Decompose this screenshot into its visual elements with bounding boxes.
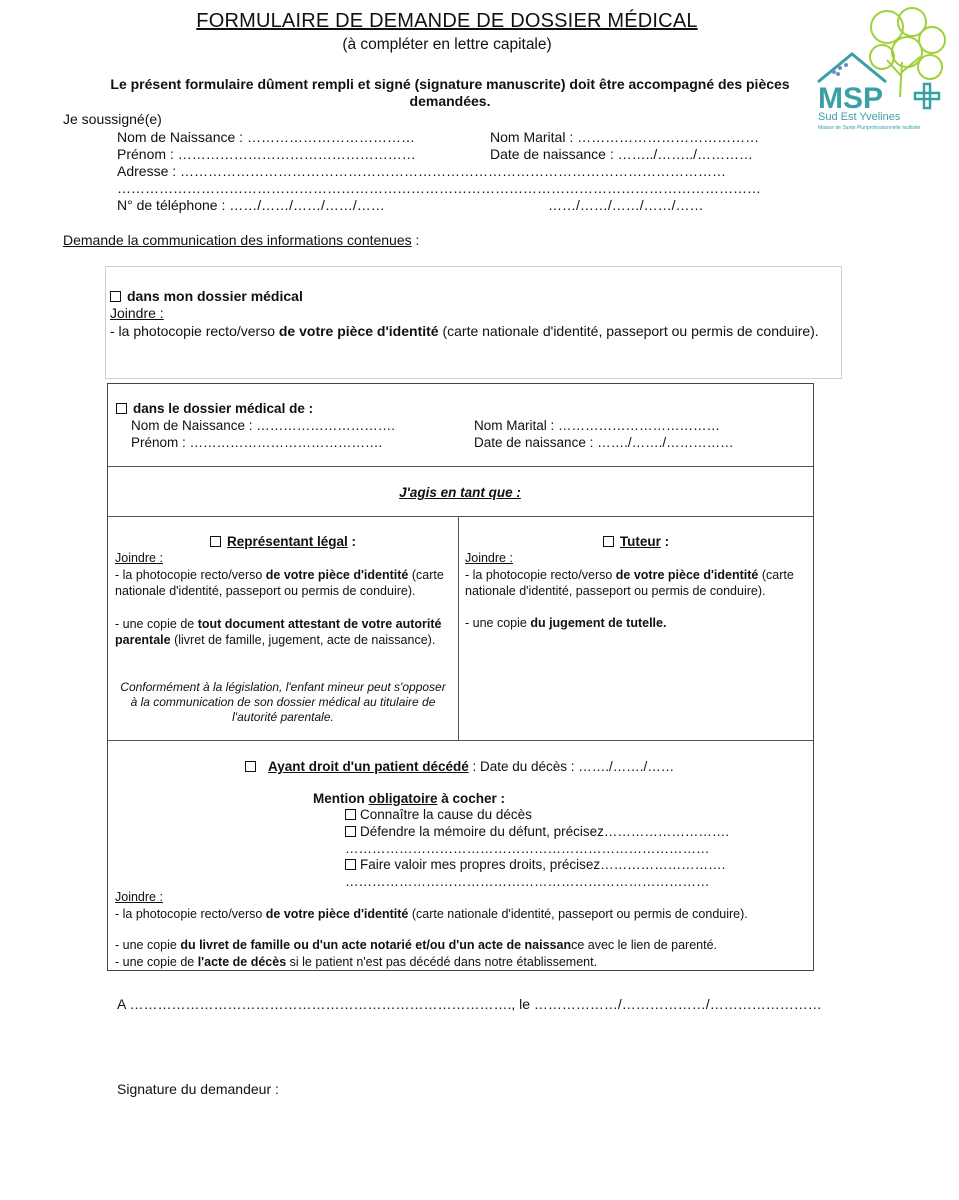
signature-area[interactable] bbox=[300, 1075, 750, 1155]
guardian-requirement-id: - la photocopie recto/verso de votre pièce d'identité (carte nationale d'identité, passeport ou permis de conduire). bbox=[465, 568, 794, 599]
form-intro: Le présent formulaire dûment rempli et signé (signature manuscrite) doit être accompagné des pièces demandées. bbox=[110, 76, 790, 109]
legal-rep-join-label: Joindre : bbox=[115, 551, 163, 565]
first-name-field[interactable]: Prénom : …………………………………………… bbox=[117, 146, 416, 162]
table-divider bbox=[107, 466, 813, 467]
legal-rep-checkbox[interactable] bbox=[210, 536, 221, 547]
form-subtitle: (à compléter en lettre capitale) bbox=[342, 36, 552, 53]
other-file-checkbox[interactable] bbox=[116, 403, 127, 414]
deceased-requirement-family: - une copie du livret de famille ou d'un acte notarié et/ou d'un acte de naissance avec le lien de parenté. bbox=[115, 938, 718, 952]
defend-memory-detail-field[interactable]: ……………………………………………………………………… bbox=[345, 841, 710, 856]
logo-tagline: Maison de Santé Pluriprofessionnelle multisite bbox=[818, 125, 921, 131]
other-married-name-field[interactable]: Nom Marital : ……………………………… bbox=[474, 418, 721, 433]
guardian-checkbox[interactable] bbox=[603, 536, 614, 547]
own-file-requirements: - la photocopie recto/verso de votre pièce d'identité (carte nationale d'identité, passeport ou permis de conduire). bbox=[110, 323, 819, 339]
own-file-checkbox[interactable] bbox=[110, 291, 121, 302]
form-title: FORMULAIRE DE DEMANDE DE DOSSIER MÉDICAL bbox=[196, 10, 698, 32]
deceased-requirement-id: - la photocopie recto/verso de votre pièce d'identité (carte nationale d'identité, passeport ou permis de conduire). bbox=[115, 907, 748, 921]
legal-rep-requirement-id: - la photocopie recto/verso de votre pièce d'identité (carte nationale d'identité, passeport ou permis de conduire). bbox=[115, 568, 444, 599]
other-first-name-field[interactable]: Prénom : ……………………………………. bbox=[131, 435, 383, 450]
birth-date-field[interactable]: Date de naissance : ……../……../………… bbox=[490, 146, 753, 162]
other-file-option[interactable]: dans le dossier médical de : bbox=[116, 401, 313, 416]
cause-of-death-checkbox[interactable] bbox=[345, 809, 356, 820]
own-rights-checkbox[interactable] bbox=[345, 859, 356, 870]
msp-logo bbox=[812, 2, 952, 134]
own-file-join-label: Joindre : bbox=[110, 305, 164, 321]
address-field-line2[interactable]: ………………………………………………………………………………………………………………………… bbox=[117, 180, 761, 196]
mention-heading: Mention obligatoire à cocher : bbox=[313, 791, 506, 806]
deceased-checkbox[interactable] bbox=[245, 761, 256, 772]
legal-rep-note: Conformément à la législation, l'enfant mineur peut s'opposer à la communication de son dossier médical au titulaire de l'autorité parentale. bbox=[120, 680, 446, 724]
applicant-intro: Je soussigné(e) bbox=[63, 111, 162, 127]
deceased-requirement-death-certificate: - une copie de l'acte de décès si le patient n'est pas décédé dans notre établissement. bbox=[115, 955, 598, 969]
birth-name-field[interactable]: Nom de Naissance : ……………………………… bbox=[117, 129, 415, 145]
deceased-join-label: Joindre : bbox=[115, 890, 163, 904]
table-divider bbox=[107, 516, 813, 517]
own-rights-detail-field[interactable]: ……………………………………………………………………… bbox=[345, 874, 710, 889]
other-birth-name-field[interactable]: Nom de Naissance : …………………………. bbox=[131, 418, 396, 433]
signature-label: Signature du demandeur : bbox=[117, 1081, 279, 1097]
acting-as-heading: J'agis en tant que : bbox=[399, 485, 521, 500]
request-heading: Demande la communication des informations contenues : bbox=[63, 232, 420, 248]
married-name-field[interactable]: Nom Marital : ………………………………… bbox=[490, 129, 760, 145]
legal-rep-option[interactable]: Représentant légal : bbox=[108, 534, 458, 549]
logo-subtext: Sud Est Yvelines bbox=[818, 111, 901, 123]
address-field[interactable]: Adresse : ……………………………………………………………………………………………………… bbox=[117, 163, 727, 179]
legal-rep-requirement-authority: - une copie de tout document attestant de votre autorité parentale (livret de famille, jugement, acte de naissance). bbox=[115, 617, 442, 648]
guardian-requirement-judgment: - une copie du jugement de tutelle. bbox=[465, 616, 667, 630]
phone-field-2[interactable]: ……/……/……/……/…… bbox=[548, 197, 704, 213]
other-birth-date-field[interactable]: Date de naissance : ……./……./…………… bbox=[474, 435, 734, 450]
place-date-field[interactable]: A ………………………………………………………………………., le ………………/………………/…………………… bbox=[117, 996, 822, 1012]
logo-mark: MSP bbox=[818, 82, 884, 115]
defend-memory-checkbox[interactable] bbox=[345, 826, 356, 837]
deceased-option[interactable]: Ayant droit d'un patient décédé : Date du décès : ……./……./…… bbox=[245, 759, 674, 774]
own-rights-option[interactable]: Faire valoir mes propres droits, précisez………………………. bbox=[345, 857, 725, 872]
table-column-divider bbox=[458, 516, 459, 740]
guardian-join-label: Joindre : bbox=[465, 551, 513, 565]
own-file-option[interactable]: dans mon dossier médical bbox=[110, 288, 303, 304]
defend-memory-option[interactable]: Défendre la mémoire du défunt, précisez………………………. bbox=[345, 824, 729, 839]
phone-field[interactable]: N° de téléphone : ……/……/……/……/…… bbox=[117, 197, 385, 213]
table-divider bbox=[107, 740, 813, 741]
cause-of-death-option[interactable]: Connaître la cause du décès bbox=[345, 807, 532, 822]
guardian-option[interactable]: Tuteur : bbox=[460, 534, 812, 549]
